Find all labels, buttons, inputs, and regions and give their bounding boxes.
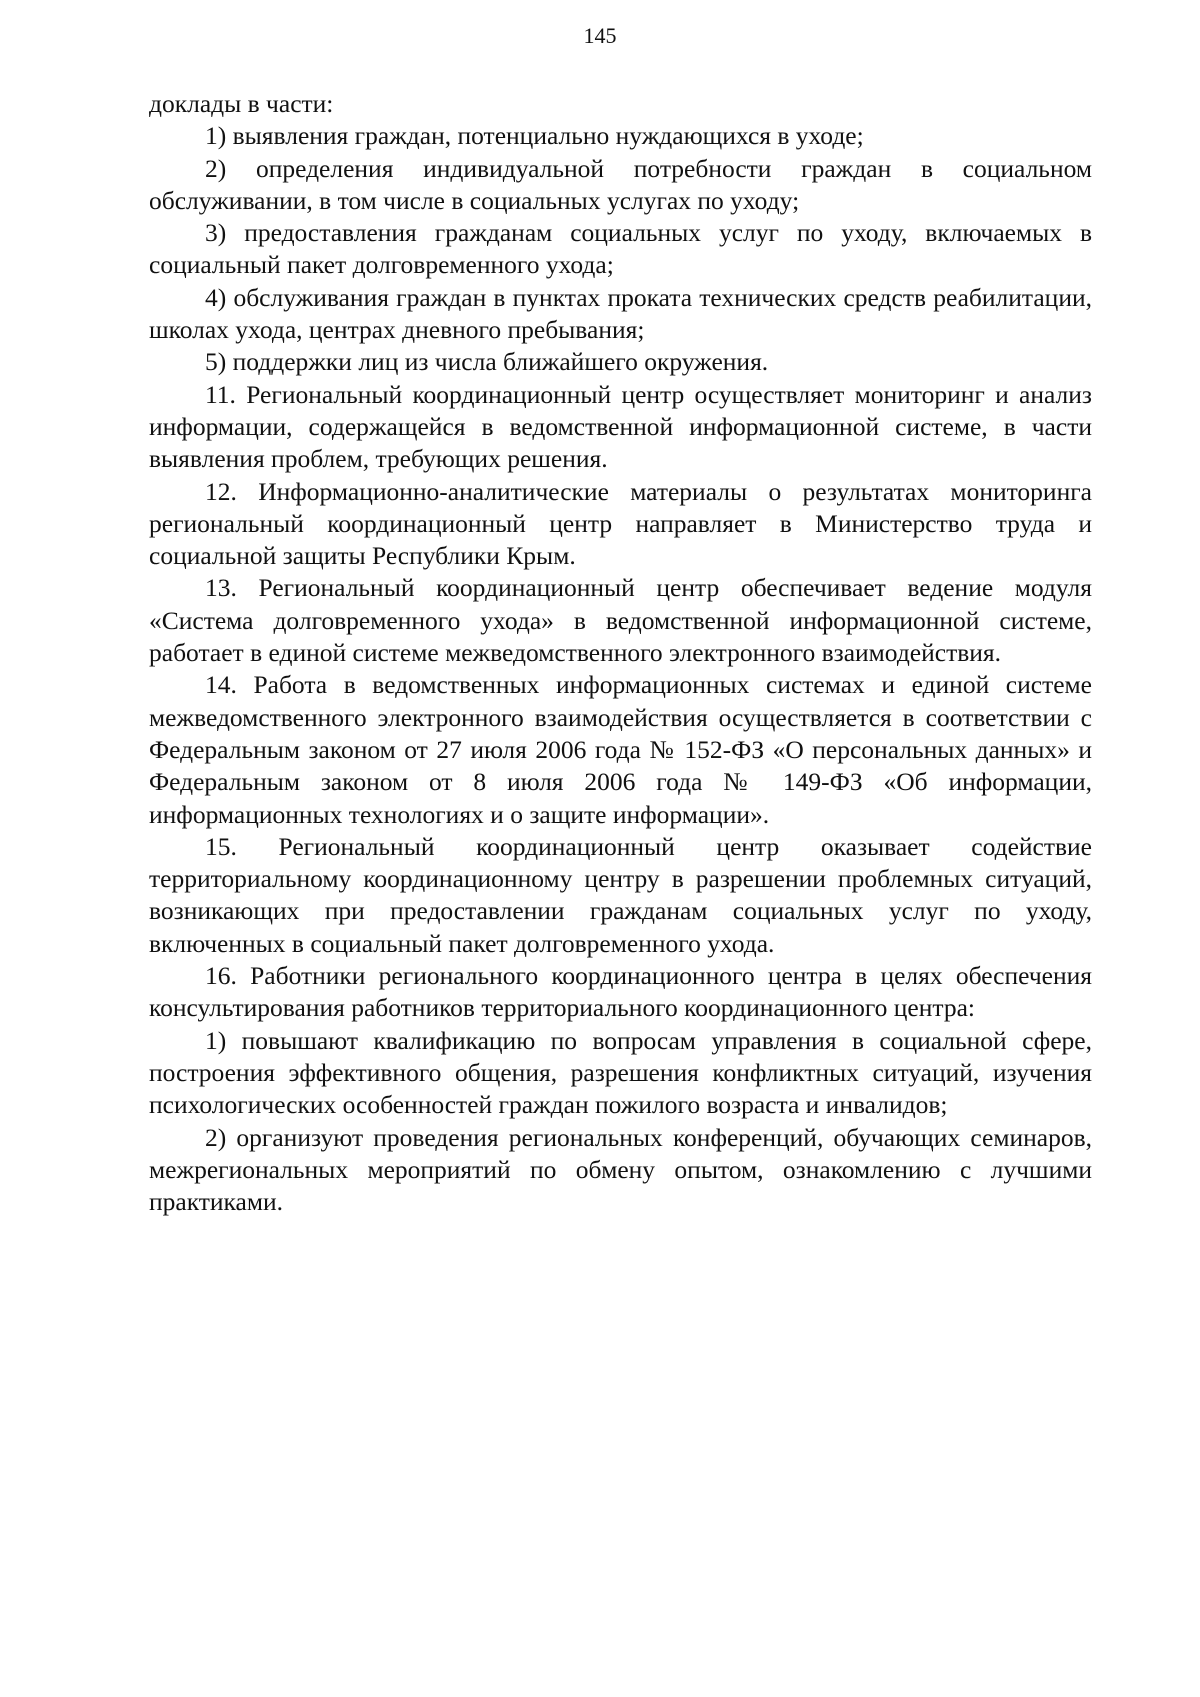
list-item-2: 2) определения индивидуальной потребности граждан в социальном обслуживании, в том числе в социальных услугах по уходу; xyxy=(149,153,1092,215)
page-number: 145 xyxy=(583,23,617,48)
list-item-4: 4) обслуживания граждан в пунктах проката технических средств реабилитации, школах ухода, центрах дневного пребывания; xyxy=(149,282,1092,345)
document-body xyxy=(149,88,1092,1218)
list-item-3: 3) предоставления гражданам социальных услуг по уходу, включаемых в социальный пакет долговременного ухода; xyxy=(149,218,1092,280)
clause-13: 13. Региональный координационный центр обеспечивает ведение модуля «Система долговременного ухода» в ведомственной информационной системе, работает в единой системе межведомственного электронного взаимодействия. xyxy=(149,573,1092,668)
clause-16-item-2: 2) организуют проведения региональных конференций, обучающих семинаров, межрегиональных мероприятий по обмену опытом, ознакомлению с лучшими практиками. xyxy=(149,1122,1092,1217)
clause-14: 14. Работа в ведомственных информационных системах и единой системе межведомственного электронного взаимодействия осуществляется в соответствии с Федеральным законом от 27 июля 2006 года № 152-ФЗ «О персональных данных» и Федеральным законом от 8 июля 2006 года № 149-ФЗ «Об информации, информационных технологиях и о защите информации». xyxy=(149,670,1092,829)
list-item-1: 1) выявления граждан, потенциально нуждающихся в уходе; xyxy=(205,121,864,151)
clause-15: 15. Региональный координационный центр оказывает содействие территориальному координационному центру в разрешении проблемных ситуаций, возникающих при предоставлении гражданам социальных услуг по уходу, включенных в социальный пакет долговременного ухода. xyxy=(149,831,1092,958)
list-item-5: 5) поддержки лиц из числа ближайшего окружения. xyxy=(205,347,769,377)
clause-16-item-1: 1) повышают квалификацию по вопросам управления в социальной сфере, построения эффективного общения, разрешения конфликтных ситуаций, изучения психологических особенностей граждан пожилого возраста и инвалидов; xyxy=(149,1025,1092,1120)
paragraph-intro: доклады в части: xyxy=(149,89,334,118)
clause-16: 16. Работники регионального координационного центра в целях обеспечения консультирования работников территориального координационного центра: xyxy=(149,961,1092,1023)
clause-12: 12. Информационно-аналитические материалы о результатах мониторинга региональный координационный центр направляет в Министерство труда и социальной защиты Республики Крым. xyxy=(149,476,1092,571)
clause-11: 11. Региональный координационный центр осуществляет мониторинг и анализ информации, содержащейся в ведомственной информационной системе, в части выявления проблем, требующих решения. xyxy=(149,379,1092,474)
